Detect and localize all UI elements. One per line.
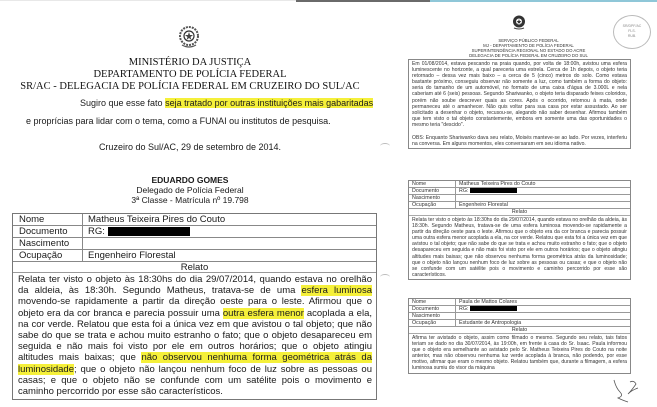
table-row — [13, 250, 376, 262]
field-label: Ocupação — [13, 250, 83, 261]
header-department: MJ - DEPARTAMENTO DE POLÍCIA FEDERAL — [483, 43, 574, 48]
table-row — [409, 299, 630, 306]
table-row — [409, 202, 630, 209]
redaction-bar — [470, 188, 517, 193]
field-label: Nome — [409, 299, 456, 305]
field-label: Nascimento — [13, 238, 83, 249]
header-department: DEPARTAMENTO DE POLÍCIA FEDERAL — [93, 69, 287, 80]
field-value — [456, 195, 630, 201]
field-label: Nome — [13, 214, 83, 225]
suggestion-line-1 — [80, 98, 373, 108]
relato-body: Relata ter visto o objeto às 18:30hs do dia 29/07/2014, quando estava no orelhão da aldeia, às 18:30h. Segundo Matheus, tratava-se de uma esfera luminosa movendo-se rapidamente a partir da direção oeste para o leste. Afirmou que o objeto era da cor branca e parecia possuir uma outra esfera menor acoplada a ela, na cor verde. Relatou que esta foi a única vez em que avistou o tal objeto; que não sabe do que se trata e achou muito estranho o fato; que o objeto desapareceu em seguida e não mais foi visto por ele em outros horários; que o objeto atingiu altitudes mais baixas; que não observou nenhuma forma geométrica atrás da luminosidade; que o objeto não lançou nenhum foco de luz sobre as pessoas ou casas; e que o objeto não se confunde com um satélite pois o movimento e caminho percorrido por esse são característicos. — [412, 217, 627, 278]
witness-table — [12, 213, 377, 400]
rg-label: RG: — [459, 306, 469, 312]
field-value — [456, 188, 630, 194]
redaction-bar — [470, 306, 517, 311]
punch-hole-icon — [380, 143, 390, 149]
field-value — [83, 226, 376, 237]
header-servico: SERVIÇO PÚBLICO FEDERAL — [498, 38, 559, 43]
field-value: Estudante de Antropologia — [459, 320, 522, 326]
field-value — [456, 313, 630, 319]
stamp-text: FLS. — [628, 29, 636, 33]
field-label: Documento — [13, 226, 83, 237]
field-value — [456, 306, 630, 312]
table-row — [13, 226, 376, 238]
relato-body: Afirma ter avistado o objeto, assim como filmado o mesmo. Segundo seu relato, tais fatos teriam se dado no dia 30/07/2014, às 19:00h, em frente à casa do Sr. Isaac. Paula informou que o objeto era semelhante ao avistado pelo Sr. Matheus Teixeira Pires do Couto na noite anterior, mas não observou nenhuma luz verde acoplada à branca, não podendo, por esse motivo, afirmar que eram o mesmo objeto. Relatou também que, durante a filmagem, a esfera luminosa sumiu do visor da máquina — [412, 335, 627, 372]
relato-text: Relata ter visto o objeto às 18:30hs do dia 29/07/2014, quando estava no orelhão da aldeia, às 18:30h. Segundo Matheus, tratava-se de uma — [18, 274, 372, 297]
suggestion-line-2: e proprícias para lidar com o tema, como a FUNAI ou institutos de pesquisa. — [26, 116, 331, 126]
field-label: Documento — [409, 188, 456, 194]
redaction-bar — [108, 227, 190, 236]
relato-header: Relato — [13, 262, 376, 273]
field-label: Ocupação — [409, 320, 456, 326]
field-value: Matheus Teixeira Pires do Couto — [459, 181, 536, 187]
highlighted-text: outra esfera menor — [222, 307, 304, 319]
page-number-stamp — [613, 15, 651, 49]
header-superintendencia: SUPERINTENDÊNCIA REGIONAL NO ESTADO DO ACRE — [471, 48, 586, 53]
field-label: Nome — [409, 181, 456, 187]
highlighted-text: seja tratado por outras instituições mais gabaritadas — [165, 98, 374, 108]
coat-of-arms-icon — [511, 14, 527, 30]
first-report-box — [408, 59, 631, 149]
field-label: Nascimento — [409, 195, 456, 201]
field-value: Engenheiro Florestal — [459, 202, 508, 208]
field-label: Ocupação — [409, 202, 456, 208]
place-date: Cruzeiro do Sul/AC, 29 de setembro de 2014. — [98, 142, 282, 152]
field-label: Nascimento — [409, 313, 456, 319]
rg-label: RG: — [88, 226, 105, 237]
field-label: Documento — [409, 306, 456, 312]
table-row — [13, 238, 376, 250]
right-document-page — [400, 0, 657, 407]
handwritten-signature-icon — [612, 378, 642, 403]
coat-of-arms-icon — [176, 24, 202, 50]
observation-text: OBS: Enquanto Shariwanko dava seu relato, Moisés manteve-se ao lado. Por vezes, interferiu na conversa. Em alguns momentos, eles conversaram em seu idioma nativo. — [412, 135, 627, 148]
relato-header: Relato — [409, 209, 630, 216]
field-value: Engenheiro Florestal — [88, 250, 176, 261]
relato-body — [13, 273, 376, 399]
table-row — [409, 320, 630, 327]
report-text: Em 01/08/2014, estava pescando na praia quando, por volta de 18:00h, avistou uma esfera luminescente no horizonte, a qual pareceria uma estrela. Cerca de 1h depois, o objeto teria retornado – dessa vez mais baixo – a cerca de 5 (cinco) metros do solo. Como estava bastante próximo, conseguiu observar não somente a luz, como também a forma do objeto: seria do tamanho de um automóvel, no formato de uma caixa d'água de 3.000L e nela caberiam até 6 (seis) pessoas. Segundo Shariwanko, o objeto teria disparado feixes coloridos, porém não soube descrever quais as cores. Após o ocorrido, retornou à mata, onde permaneceu até o amanhecer. Não quis voltar para sua casa por estar assustado. Ao ser solicitado a desenhar o objeto, recusou-se, alegando não saber desenhar. Afirmou também que tem visto o tal objeto constantemente, embora em somente uma das oportunidades o mesmo teria "descido". — [412, 61, 627, 128]
relato-text: acoplada a ela, na cor verde. Relatou que esta foi a única vez em que avistou o tal objeto; que não sabe do que se trata e achou muito estranho o fato; que o objeto desapareceu em seguida e não mais foi visto por ele em outros horários; que o objeto atingiu altitudes mais baixas; que — [18, 307, 372, 364]
rg-label: RG: — [459, 188, 469, 194]
highlighted-text: esfera luminosa — [301, 285, 372, 297]
highlighted-text: não observou nenhuma forma geométrica atrás da luminosidade — [18, 352, 372, 375]
field-value: Paula de Mattos Colares — [459, 299, 518, 305]
witness-table-paula — [408, 298, 631, 374]
header-ministry: MINISTÉRIO DA JUSTIÇA — [128, 57, 252, 68]
table-row — [409, 306, 630, 313]
header-delegacia: DELEGACIA DE POLÍCIA FEDERAL EM CRUZEIRO DO SUL — [469, 53, 588, 58]
witness-table-matheus — [408, 180, 631, 280]
table-row — [409, 195, 630, 202]
table-row — [409, 313, 630, 320]
suggestion-text: Sugiro que esse fato — [80, 98, 166, 108]
field-value: Matheus Teixeira Pires do Couto — [88, 214, 226, 225]
signatory-role: Delegado de Polícia Federal — [136, 185, 244, 195]
relato-text: movendo-se rapidamente a partir da direção oeste para o leste. Afirmou que o objeto era da cor branca e parecia possuir uma — [18, 296, 372, 319]
field-value — [83, 238, 376, 249]
header-delegacia: SR/AC - DELEGACIA DE POLÍCIA FEDERAL EM CRUZEIRO DO SUL/AC — [20, 81, 360, 92]
stamp-text: SR/DPF/AC — [622, 24, 642, 28]
relato-text: ; que o objeto não lançou nenhum foco de luz sobre as pessoas ou casas; e que o objeto não se confunde com um satélite pois o movimento e caminho percorrido por esse são característicos. — [18, 363, 372, 398]
table-row — [13, 214, 376, 226]
table-row — [409, 181, 630, 188]
relato-header: Relato — [409, 327, 630, 334]
table-row — [409, 188, 630, 195]
signatory-name: EDUARDO GOMES — [151, 175, 229, 185]
punch-hole-icon — [380, 274, 390, 280]
stamp-text: RUB. — [627, 34, 637, 38]
signatory-class: 3ª Classe - Matrícula nº 19.798 — [131, 195, 249, 205]
